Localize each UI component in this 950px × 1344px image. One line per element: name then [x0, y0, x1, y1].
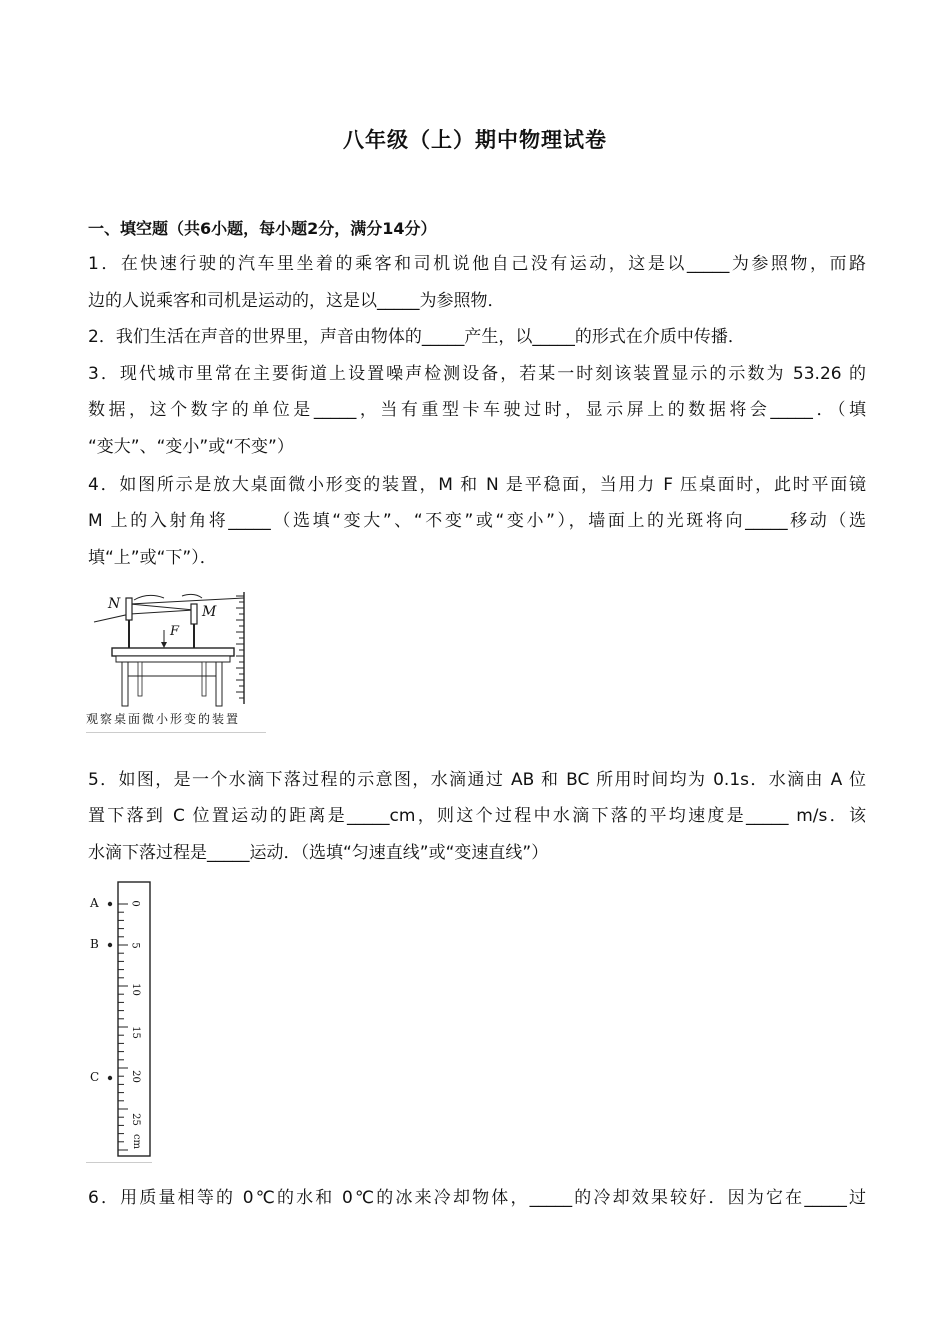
figure-water-drop-ruler: [86, 880, 156, 1164]
question-6-line-1: 6．用质量相等的 0℃的水和 0℃的冰来冷却物体，_____的冷却效果较好．因为它在_____过: [88, 1188, 866, 1208]
tick-label-15: 15: [129, 1026, 141, 1039]
question-4-line-1: 4．如图所示是放大桌面微小形变的装置，M 和 N 是平稳面，当用力 F 压桌面时，此时平面镜: [88, 475, 866, 495]
label-n: N: [108, 596, 121, 612]
point-a-label: A: [90, 896, 99, 910]
question-3-line-3: “变大”、“变小”或“不变”）: [88, 437, 294, 457]
figure-deformation-apparatus: [86, 588, 268, 736]
unit-label: cm: [131, 1133, 143, 1150]
figure-bottom-rule: [86, 1162, 152, 1163]
tick-label-25: 25: [129, 1113, 141, 1126]
page-title: 八年级（上）期中物理试卷: [343, 128, 607, 152]
question-5-line-3: 水滴下落过程是_____运动．（选填“匀速直线”或“变速直线”）: [88, 843, 549, 863]
question-1-line-1: 1．在快速行驶的汽车里坐着的乘客和司机说他自己没有运动，这是以_____为参照物，而路: [88, 254, 866, 274]
label-m: M: [202, 604, 217, 620]
question-2-line-1: 2．我们生活在声音的世界里，声音由物体的_____产生，以_____的形式在介质中传播．: [88, 327, 745, 347]
tick-label-5: 5: [129, 942, 141, 949]
question-4-line-3: 填“上”或“下”）．: [88, 548, 217, 568]
question-5-line-2: 置下落到 C 位置运动的距离是_____cm，则这个过程中水滴下落的平均速度是_____ m/s．该: [88, 806, 866, 826]
tick-label-0: 0: [129, 900, 141, 907]
tick-label-20: 20: [129, 1070, 141, 1083]
figure-caption: 观察桌面微小形变的装置: [86, 712, 241, 726]
point-c-label: C: [90, 1070, 100, 1084]
figure-bottom-rule: [86, 732, 266, 733]
question-4-line-2: M 上的入射角将_____（选填“变大”、“不变”或“变小”），墙面上的光斑将向_____移动（选: [88, 511, 866, 531]
tick-label-10: 10: [129, 983, 141, 996]
point-b-label: B: [90, 937, 99, 951]
question-1-line-2: 边的人说乘客和司机是运动的，这是以_____为参照物．: [88, 291, 505, 311]
question-5-line-1: 5．如图，是一个水滴下落过程的示意图，水滴通过 AB 和 BC 所用时间均为 0.1s．水滴由 A 位: [88, 770, 866, 790]
label-f: F: [170, 624, 180, 639]
question-3-line-1: 3．现代城市里常在主要街道上设置噪声检测设备，若某一时刻该装置显示的示数为 53.26 的: [88, 364, 866, 384]
section-heading: 一、填空题（共6小题，每小题2分，满分14分）: [88, 219, 437, 238]
question-3-line-2: 数据，这个数字的单位是_____，当有重型卡车驶过时，显示屏上的数据将会_____．（填: [88, 400, 866, 420]
